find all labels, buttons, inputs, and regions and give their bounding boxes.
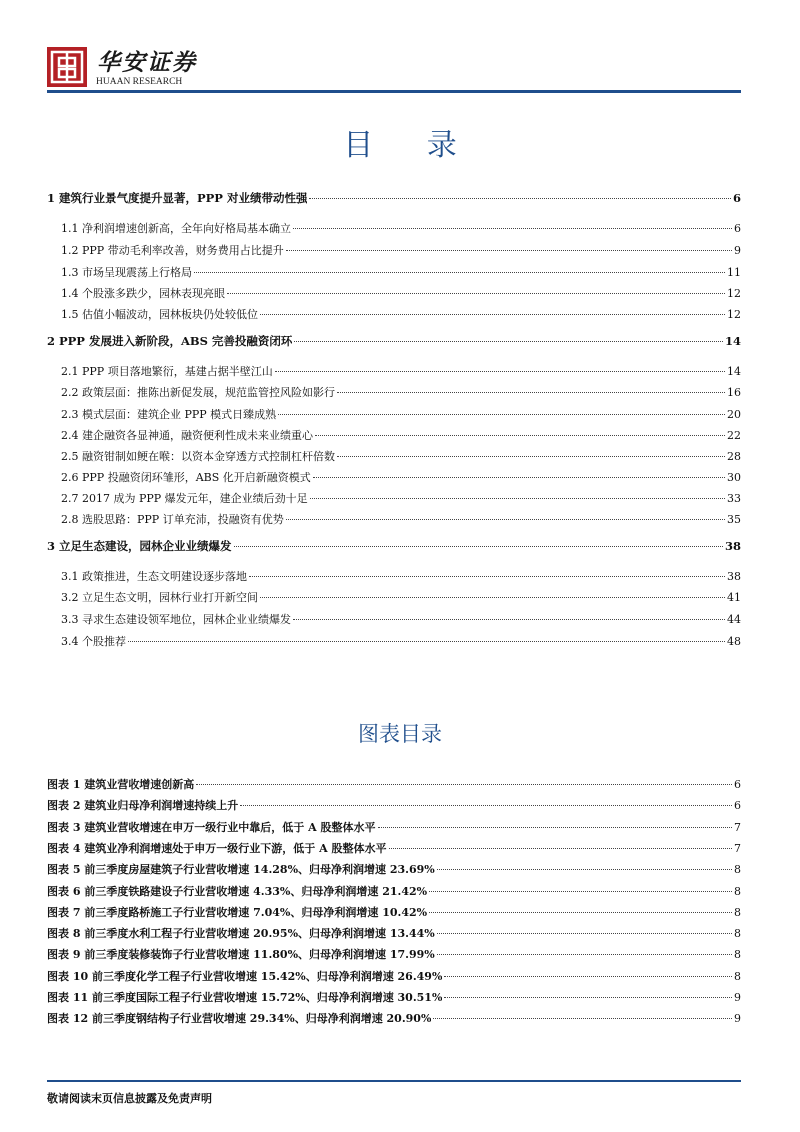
dot-leader [227,293,725,294]
dot-leader [294,341,723,342]
entry-label: 3.1 政策推进，生态文明建设逐步落地 [61,570,247,583]
dot-leader [429,912,732,913]
page-number: 8 [734,905,741,919]
page-number: 38 [724,539,741,553]
dot-leader [275,371,725,372]
entry-label: 2 PPP 发展进入新阶段，ABS 完善投融资闭环 [47,334,293,348]
toc-section-entry[interactable] [47,538,741,554]
page-number: 14 [727,365,741,378]
dot-leader [444,997,732,998]
entry-label: 2.1 PPP 项目落地繁衍，基建占据半壁江山 [61,365,273,378]
page-number: 30 [727,471,741,484]
toc-subsection-entry[interactable] [61,511,741,527]
figure-entry[interactable] [47,883,741,899]
figure-entry[interactable] [47,840,741,856]
dot-leader [433,1018,732,1019]
toc-title: 目 录 [343,128,479,163]
toc-subsection-entry[interactable] [61,490,741,506]
figure-entry[interactable] [47,819,741,835]
dot-leader [310,498,725,499]
entry-label: 3 立足生态建设，园林企业业绩爆发 [47,539,232,553]
page-number: 8 [734,969,741,983]
entry-label: 3.4 个股推荐 [61,635,126,648]
entry-label: 3.3 寻求生态建设领军地位，园林企业业绩爆发 [61,613,291,626]
figure-entry[interactable] [47,946,741,962]
entry-label: 1.1 净利润增速创新高，全年向好格局基本确立 [61,222,291,235]
brand-name-cn: 华安证券 [97,49,197,76]
toc-subsection-entry[interactable] [61,611,741,627]
toc-subsection-entry[interactable] [61,242,741,258]
entry-label: 图表 4 建筑业净利润增速处于申万一级行业下游，低于 A 股整体水平 [47,841,387,855]
entry-label: 图表 1 建筑业营收增速创新高 [47,778,195,791]
header-divider [47,90,741,93]
entry-label: 1.2 PPP 带动毛利率改善，财务费用占比提升 [61,244,284,257]
page-number: 12 [727,308,741,321]
page-number: 11 [727,266,741,279]
figure-entry[interactable] [47,776,741,792]
dot-leader [293,619,725,620]
dot-leader [378,827,732,828]
page-number: 20 [727,408,741,421]
dot-leader [286,519,725,520]
entry-label: 1.4 个股涨多跌少，园林表现亮眼 [61,287,225,300]
dot-leader [249,576,725,577]
toc-subsection-entry[interactable] [61,363,741,379]
page-number: 38 [727,570,741,583]
dot-leader [437,869,732,870]
figure-entry[interactable] [47,989,741,1005]
page-number: 35 [727,513,741,526]
toc-subsection-entry[interactable] [61,406,741,422]
entry-label: 3.2 立足生态文明，园林行业打开新空间 [61,591,258,604]
dot-leader [437,954,732,955]
entry-label: 1 建筑行业景气度提升显著，PPP 对业绩带动性强 [47,191,308,205]
dot-leader [313,477,725,478]
page-number: 9 [734,991,741,1004]
dot-leader [128,641,725,642]
dot-leader [437,933,732,934]
page-number: 28 [727,450,741,463]
page-header [0,0,800,100]
entry-label: 图表 6 前三季度铁路建设子行业营收增速 4.33%、归母净利润增速 21.42% [47,884,428,898]
page-number: 6 [734,222,741,235]
entry-label: 2.2 政策层面：推陈出新促发展，规范监管控风险如影行 [61,386,335,399]
toc-subsection-entry[interactable] [61,448,741,464]
toc-subsection-entry[interactable] [61,285,741,301]
entry-label: 图表 3 建筑业营收增速在申万一级行业中靠后，低于 A 股整体水平 [47,820,376,834]
dot-leader [234,546,723,547]
page-number: 9 [734,1012,741,1026]
toc-subsection-entry[interactable] [61,589,741,605]
entry-label: 图表 11 前三季度国际工程子行业营收增速 15.72%、归母净利润增速 30.51% [47,991,443,1004]
entry-label: 2.4 建企融资各显神通，融资便利性成未来业绩重心 [61,429,313,442]
page-number: 44 [727,613,741,626]
footer-disclaimer: 敬请阅读末页信息披露及免责声明 [47,1092,212,1105]
dot-leader [278,414,725,415]
dot-leader [389,848,732,849]
page-number: 14 [724,334,741,348]
page-number: 6 [734,778,741,791]
entry-label: 2.8 选股思路：PPP 订单充沛，投融资有优势 [61,513,284,526]
toc-subsection-entry[interactable] [61,306,741,322]
dot-leader [240,805,732,806]
page-number: 48 [727,635,741,648]
toc-subsection-entry[interactable] [61,633,741,649]
figure-entry[interactable] [47,1010,741,1026]
entry-label: 2.6 PPP 投融资闭环雏形，ABS 化开启新融资模式 [61,471,311,484]
entry-label: 1.5 估值小幅波动，园林板块仍处较低位 [61,308,258,321]
toc-subsection-entry[interactable] [61,220,741,236]
entry-label: 图表 9 前三季度装修装饰子行业营收增速 11.80%、归母净利润增速 17.99% [47,948,435,962]
entry-label: 2.3 模式层面：建筑企业 PPP 模式日臻成熟 [61,408,277,421]
page-number: 8 [734,884,741,898]
entry-label: 图表 5 前三季度房屋建筑子行业营收增速 14.28%、归母净利润增速 23.69% [47,863,435,877]
dot-leader [315,435,725,436]
page-number: 8 [734,948,741,962]
figure-entry[interactable] [47,968,741,984]
page-number: 8 [734,863,741,877]
toc-subsection-entry[interactable] [61,469,741,485]
dot-leader [293,228,732,229]
huaan-logo-icon [47,47,87,87]
toc-subsection-entry[interactable] [61,264,741,280]
toc-subsection-entry[interactable] [61,384,741,400]
page-number: 41 [727,591,741,604]
page-number: 7 [734,820,741,834]
dot-leader [196,784,732,785]
page-number: 22 [727,429,741,442]
entry-label: 2.5 融资钳制如鲠在喉：以资本金穿透方式控制杠杆倍数 [61,450,335,463]
page-number: 33 [727,492,741,505]
entry-label: 1.3 市场呈现震荡上行格局 [61,266,192,279]
page-number: 16 [727,386,741,399]
dot-leader [309,198,731,199]
page-number: 12 [727,287,741,300]
entry-label: 图表 10 前三季度化学工程子行业营收增速 15.42%、归母净利润增速 26.49% [47,969,443,983]
page-number: 8 [734,927,741,941]
figure-entry[interactable] [47,861,741,877]
page-number: 9 [734,244,741,257]
toc-section-entry[interactable] [47,190,741,206]
dot-leader [260,597,725,598]
figure-entry[interactable] [47,925,741,941]
dot-leader [194,272,725,273]
entry-label: 图表 7 前三季度路桥施工子行业营收增速 7.04%、归母净利润增速 10.42% [47,905,428,919]
figure-entry[interactable] [47,904,741,920]
figures-title: 图表目录 [358,722,442,746]
footer-divider [47,1080,741,1082]
page-number: 6 [734,799,741,813]
entry-label: 图表 2 建筑业归母净利润增速持续上升 [47,799,239,813]
dot-leader [286,250,732,251]
dot-leader [337,456,725,457]
brand-name-en: HUAAN RESEARCH [96,77,183,87]
dot-leader [337,392,725,393]
toc-subsection-entry[interactable] [61,568,741,584]
page-number: 6 [732,191,741,205]
entry-label: 图表 12 前三季度钢结构子行业营收增速 29.34%、归母净利润增速 20.90% [47,1012,432,1026]
toc-subsection-entry[interactable] [61,427,741,443]
entry-label: 图表 8 前三季度水利工程子行业营收增速 20.95%、归母净利润增速 13.44% [47,927,435,941]
dot-leader [429,891,732,892]
dot-leader [444,976,732,977]
entry-label: 2.7 2017 成为 PPP 爆发元年，建企业绩后劲十足 [61,492,308,505]
dot-leader [260,314,725,315]
figure-entry[interactable] [47,797,741,813]
toc-section-entry[interactable] [47,333,741,349]
page-number: 7 [734,841,741,855]
